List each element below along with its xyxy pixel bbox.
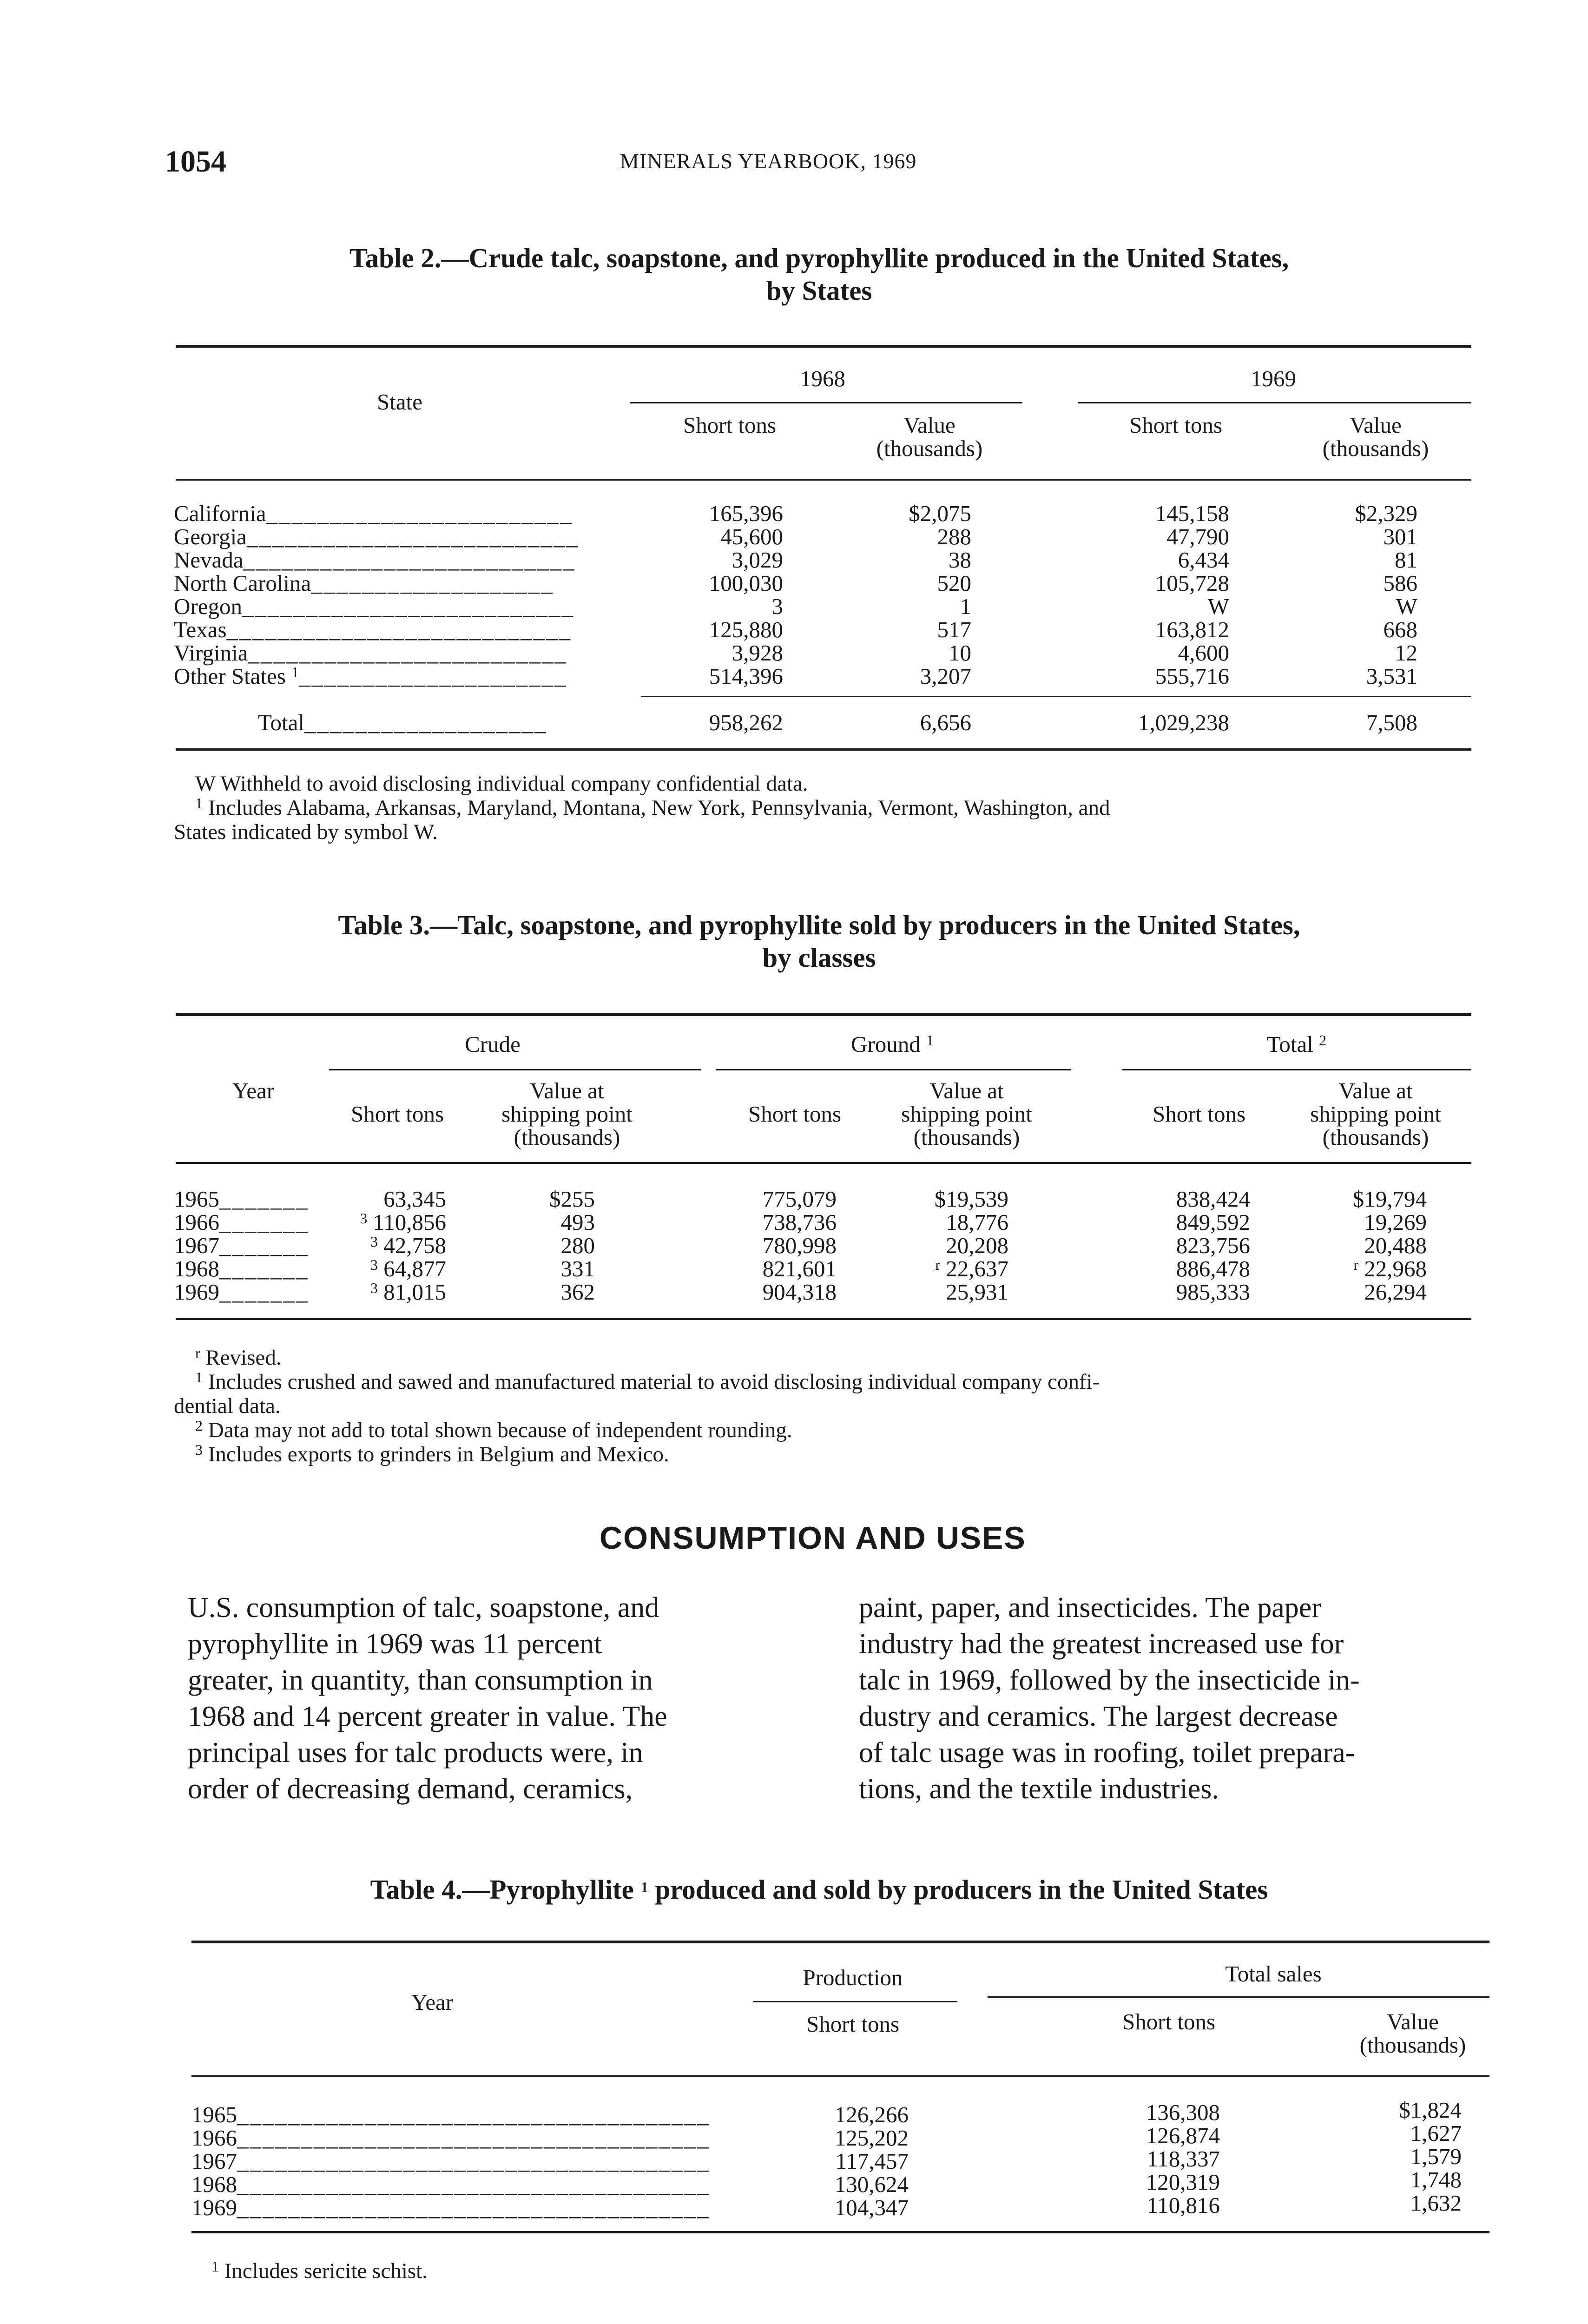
table-row: Texas___________________________ <box>174 617 572 642</box>
table2-note-1-cont: States indicated by symbol W. <box>174 820 438 844</box>
table-row: 1967_______ <box>174 1233 309 1258</box>
table2-total-row: Total___________________ <box>258 710 547 735</box>
table2-caption-line2: by States <box>766 275 872 306</box>
table2-note-w: W Withheld to avoid disclosing individual company confidential data. <box>195 772 808 796</box>
table4-caption: Table 4.—Pyrophyllite $^1$ produced and sold by producers in the United States <box>370 1874 1268 1905</box>
table3-total-value: Value at shipping point (thousands) <box>1310 1078 1441 1150</box>
table2-top-rule <box>176 345 1471 348</box>
table2-col-state: State <box>377 389 422 415</box>
table2-caption <box>165 242 1473 307</box>
table2-1969-rule <box>1078 402 1471 403</box>
table2-year-1968: 1968 <box>800 366 845 391</box>
table-row: Georgia__________________________ <box>174 524 579 549</box>
table4-production-rule <box>753 2001 957 2002</box>
table-row: 1969_____________________________________ <box>191 2195 710 2220</box>
running-title: MINERALS YEARBOOK, 1969 <box>620 149 917 173</box>
table4-sales-value: Value (thousands) <box>1359 2009 1466 2058</box>
table2-bottom-rule <box>176 748 1471 751</box>
table2-value-1969: Value (thousands) <box>1322 412 1429 461</box>
table3-caption <box>165 909 1473 974</box>
table3-ground-rule <box>716 1069 1071 1070</box>
table-row: Oregon__________________________ <box>174 594 574 619</box>
table4-bottom-rule <box>191 2231 1489 2233</box>
body-column-right: paint, paper, and insecticides. The paper industry had the greatest increased use for talc in 1969, followed by the insecticide in- dustry and ceramics. The largest decrease of talc usage was in roofing, toilet prepara- tions, and the textile industries. <box>859 1592 1360 1805</box>
table4-header-rule <box>191 2075 1489 2077</box>
table4-group-production: Production <box>803 1965 903 1990</box>
table-row: North Carolina___________________ <box>174 570 554 596</box>
table2-1968-rule <box>630 402 1022 403</box>
table-row: California________________________ <box>174 501 573 526</box>
table3-caption-line1: Table 3.—Talc, soapstone, and pyrophyllite sold by producers in the United States, <box>338 910 1300 940</box>
table3-note-1: $^1$ Includes crushed and sawed and manufactured material to avoid disclosing individual company confi- <box>195 1369 1100 1394</box>
table3-crude-rule <box>329 1069 701 1070</box>
table-row: Other States $^1$_____________________ <box>174 663 567 689</box>
table3-top-rule <box>176 1013 1471 1016</box>
table3-header-rule <box>176 1162 1471 1164</box>
table3-note-1-cont: dential data. <box>174 1394 281 1418</box>
table2-year-1969: 1969 <box>1251 366 1296 391</box>
table3-bottom-rule <box>176 1318 1471 1320</box>
table3-caption-line2: by classes <box>762 942 876 973</box>
table-row: Virginia_________________________ <box>174 640 567 666</box>
table3-group-ground: Ground $^1$ <box>851 1031 934 1057</box>
table2-short-tons-1968: Short tons <box>683 412 777 438</box>
table2-short-tons-1969: Short tons <box>1129 412 1223 438</box>
table2-caption-line1: Table 2.—Crude talc, soapstone, and pyrophyllite produced in the United States, <box>349 243 1289 273</box>
table3-group-crude: Crude <box>465 1031 521 1057</box>
section-title: CONSUMPTION AND USES <box>600 1520 1026 1556</box>
table3-group-total: Total $^2$ <box>1266 1031 1327 1057</box>
table3-total-rule <box>1122 1069 1471 1070</box>
table3-note-r: $^r$ Revised. <box>195 1345 282 1370</box>
table3-note-3: $^3$ Includes exports to grinders in Belgium and Mexico. <box>195 1441 669 1466</box>
table3-col-year: Year <box>232 1078 275 1103</box>
table-row: 1967_____________________________________ <box>191 2148 710 2174</box>
table2-header-rule <box>176 479 1471 481</box>
table3-total-tons: Short tons <box>1152 1101 1246 1127</box>
table-row: 1968_______ <box>174 1256 309 1281</box>
table2-value-1968: Value (thousands) <box>876 412 983 461</box>
table4-note-1: $^1$ Includes sericite schist. <box>211 2258 428 2283</box>
table3-ground-value: Value at shipping point (thousands) <box>901 1078 1032 1150</box>
table4-sales-rule <box>988 1996 1489 1998</box>
table-row: 1966_______ <box>174 1209 309 1235</box>
table3-ground-tons: Short tons <box>748 1101 842 1127</box>
table-row: Nevada__________________________ <box>174 547 576 573</box>
table-row: 1965_____________________________________ <box>191 2102 710 2127</box>
table4-production-tons: Short tons <box>806 2011 900 2037</box>
body-column-left: U.S. consumption of talc, soapstone, and pyrophyllite in 1969 was 11 percent greater, in quantity, than consumption in 1968 and 14 percent greater in value. The principal uses for talc products were, in order of decreasing demand, ceramics, <box>188 1592 667 1805</box>
table-row: 1969_______ <box>174 1279 309 1305</box>
table-row: 1965_______ <box>174 1186 309 1212</box>
table-row: 1966_____________________________________ <box>191 2125 710 2151</box>
page-number: 1054 <box>165 145 226 178</box>
table4-group-sales: Total sales <box>1225 1961 1322 1987</box>
table4-col-year: Year <box>411 1989 454 2015</box>
table2-note-1: $^1$ Includes Alabama, Arkansas, Maryland, Montana, New York, Pennsylvania, Vermont, Washington, and <box>195 795 1110 820</box>
table4-sales-tons: Short tons <box>1122 2009 1216 2034</box>
table4-top-rule <box>191 1941 1489 1943</box>
table3-crude-value: Value at shipping point (thousands) <box>501 1078 633 1150</box>
table2-total-rule <box>641 696 1471 697</box>
table3-note-2: $^2$ Data may not add to total shown because of independent rounding. <box>195 1417 792 1442</box>
table-row: 1968_____________________________________ <box>191 2172 710 2197</box>
table3-crude-tons: Short tons <box>350 1101 444 1127</box>
